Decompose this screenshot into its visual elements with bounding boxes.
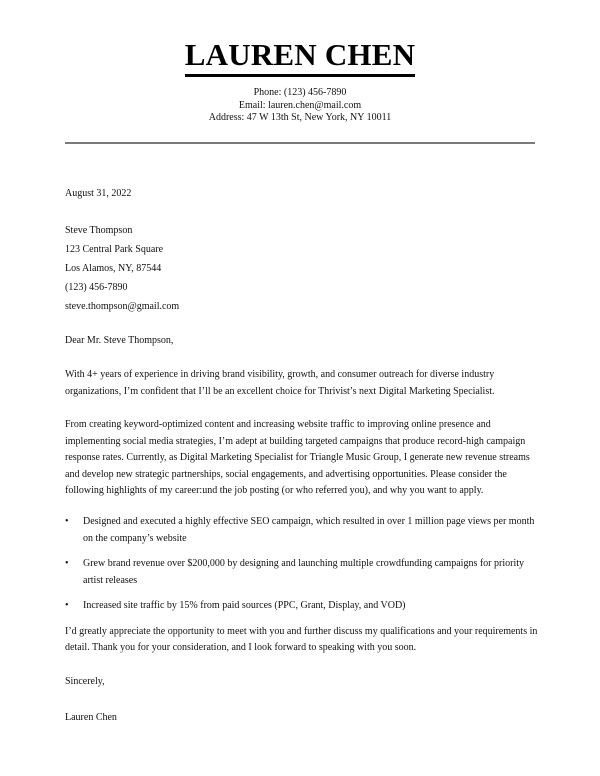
highlight-text: Designed and executed a highly effective SEO campaign, which resulted in over 1 million page views per month on the company’s website (83, 515, 535, 544)
letter-date: August 31, 2022 (65, 188, 132, 199)
career-highlights-list (65, 513, 543, 614)
letter-body (65, 187, 543, 725)
applicant-address: Address: 47 W 13th St, New York, NY 10011 (208, 112, 392, 123)
bullet-icon: • (65, 515, 69, 527)
applicant-email: Email: lauren.chen@mail.com (238, 99, 362, 111)
recipient-city: Los Alamos, NY, 87544 (65, 263, 162, 274)
signature-name: Lauren Chen (65, 711, 117, 723)
recipient-street: 123 Central Park Square (65, 244, 164, 255)
header-divider (65, 142, 535, 144)
recipient-block (65, 221, 543, 316)
list-item (65, 555, 543, 589)
recipient-phone: (123) 456-7890 (65, 282, 128, 293)
applicant-name: LAUREN CHEN (185, 38, 415, 77)
bullet-icon: • (65, 557, 69, 569)
salutation: Dear Mr. Steve Thompson, (65, 335, 174, 346)
contact-block (0, 87, 600, 125)
applicant-phone: Phone: (123) 456-7890 (253, 87, 347, 98)
recipient-name: Steve Thompson (65, 225, 133, 236)
closing-phrase: Sincerely, (65, 675, 105, 687)
highlight-text: Grew brand revenue over $200,000 by designing and launching multiple crowdfunding campaigns for priority artist releases (83, 557, 525, 586)
bullet-icon: • (65, 599, 69, 611)
list-item (65, 513, 543, 547)
intro-paragraph: With 4+ years of experience in driving brand visibility, growth, and consumer outreach for diverse industry organizations, I’m confident that I’ll be an excellent choice for Thrivist’s next Digital Marketing Specialist. (65, 369, 495, 397)
highlight-text: Increased site traffic by 15% from paid sources (PPC, Grant, Display, and VOD) (83, 599, 406, 611)
recipient-email: steve.thompson@gmail.com (65, 301, 180, 312)
list-item (65, 597, 543, 614)
experience-paragraph: From creating keyword-optimized content and increasing website traffic to improving online presence and implementing social media strategies, I’m adept at building targeted campaigns that produce record-high campaign response rates. Currently, as Digital Marketing Specialist for Triangle Music Group, I generate new revenue streams and develop new strategic partnerships, social engagements, and advertising opportunities. Please consider the following highlights of my career:und the job posting (or who referred you), and why you want to apply. (65, 419, 530, 496)
closing-paragraph: I’d greatly appreciate the opportunity to meet with you and further discuss my qualifications and your requirements in detail. Thank you for your consideration, and I look forward to speaking with you soon. (65, 625, 538, 653)
letter-header (0, 38, 600, 125)
